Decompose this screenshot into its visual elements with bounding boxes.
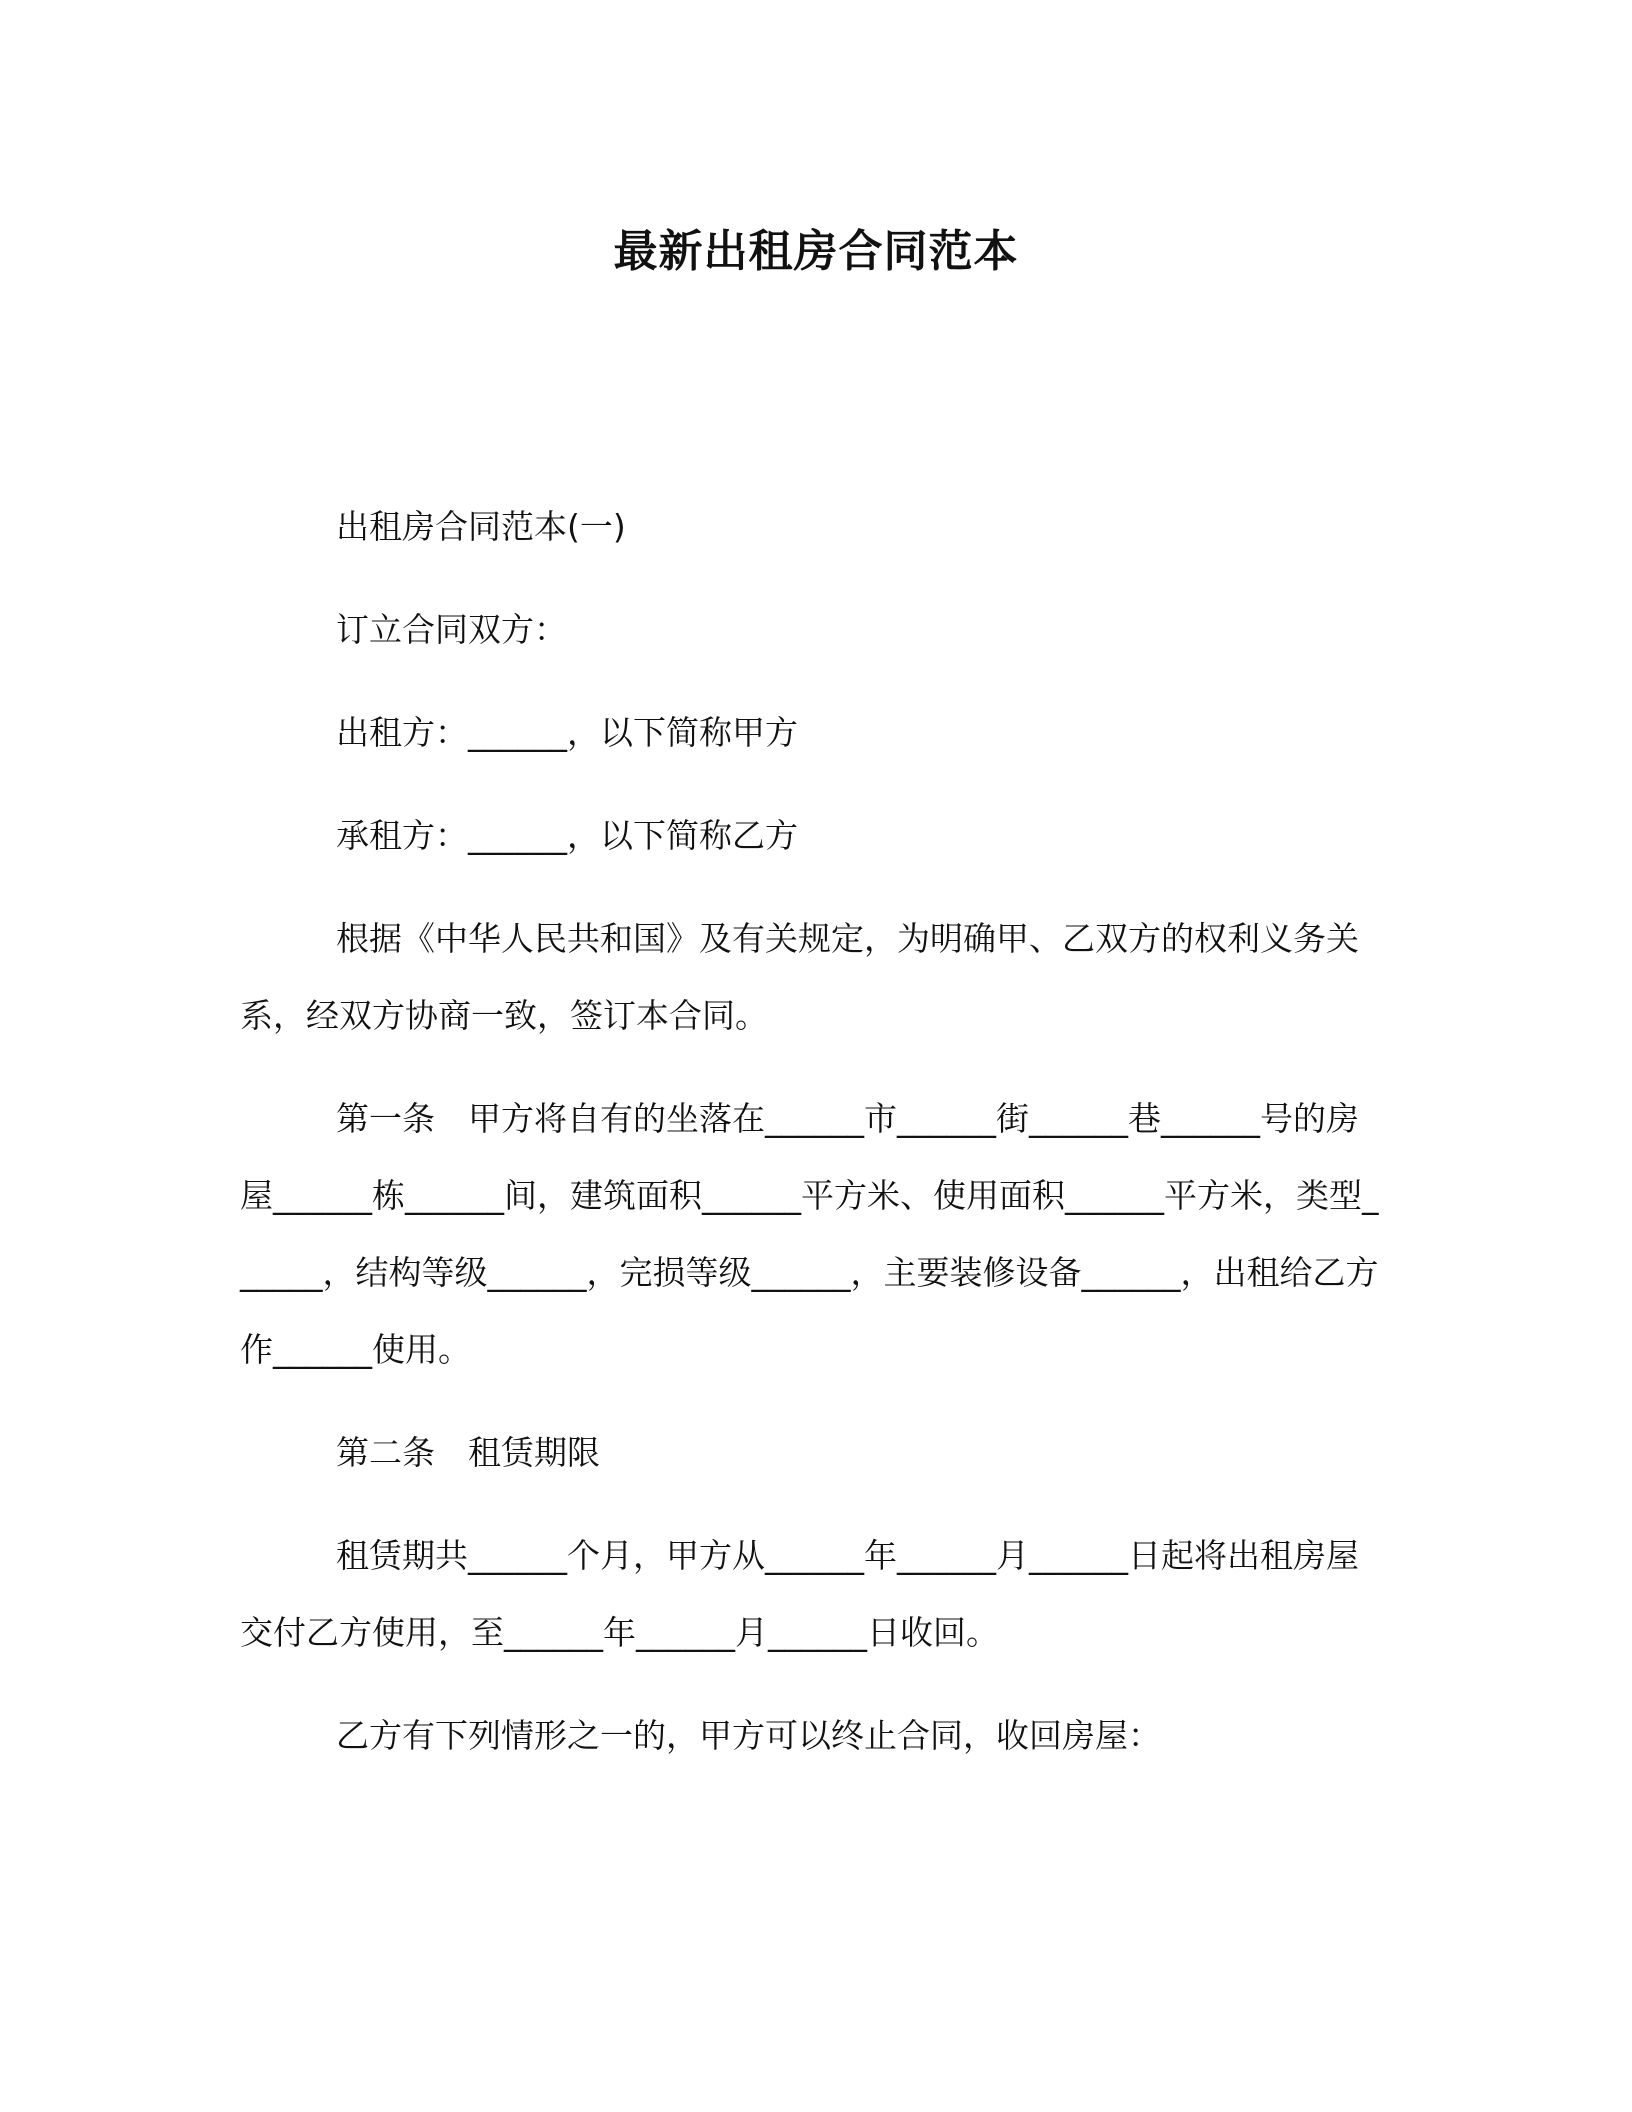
parties-label: 订立合同双方： bbox=[336, 610, 567, 649]
section-heading: 出租房合同范本(一) bbox=[336, 507, 626, 546]
lease-term-paragraph: 租赁期共______个月，甲方从______年______月______日起将出租房屋交付乙方使用，至______年______月______日收回。 bbox=[240, 1536, 1359, 1652]
lessee-line: 承租方：______，以下简称乙方 bbox=[336, 816, 798, 855]
lessor-line: 出租方：______，以下简称甲方 bbox=[336, 713, 798, 752]
document-title: 最新出租房合同范本 bbox=[613, 226, 1019, 277]
article-two-heading: 第二条 租赁期限 bbox=[336, 1433, 600, 1472]
preamble-paragraph: 根据《中华人民共和国》及有关规定，为明确甲、乙双方的权利义务关系，经双方协商一致，签订本合同。 bbox=[240, 919, 1359, 1035]
article-one-paragraph: 第一条 甲方将自有的坐落在______市______街______巷______号的房屋______栋______间，建筑面积______平方米、使用面积______平方米，类型______，结构等级______，完损等级______，主要装修设备______，出租给乙方作______使用。 bbox=[240, 1099, 1379, 1369]
document-body bbox=[240, 488, 1380, 1800]
termination-paragraph: 乙方有下列情形之一的，甲方可以终止合同，收回房屋： bbox=[336, 1716, 1161, 1755]
